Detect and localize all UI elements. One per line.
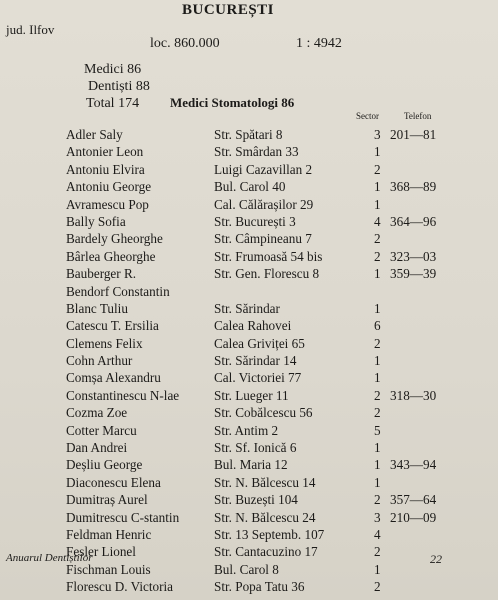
entry-address: Luigi Cazavillan 2 bbox=[214, 161, 313, 177]
entry-address: Str. 13 Septemb. 107 bbox=[214, 526, 325, 542]
entry-name: Fesler Lionel bbox=[66, 544, 136, 560]
entry-address: Str. Spătari 8 bbox=[214, 127, 283, 142]
entry-address: Str. Antim 2 bbox=[214, 422, 279, 438]
district-label: jud. Ilfov bbox=[6, 22, 55, 37]
list-item bbox=[0, 143, 498, 160]
entry-name: Dumitraș Aurel bbox=[66, 492, 148, 508]
entry-address: Str. N. Bălcescu 14 bbox=[214, 474, 316, 490]
list-item bbox=[0, 230, 498, 247]
entry-name: Catescu T. Ersilia bbox=[66, 318, 159, 334]
entry-sector: 2 bbox=[374, 387, 381, 403]
entry-sector: 1 bbox=[374, 300, 381, 316]
entry-address: Str. Popa Tatu 36 bbox=[214, 579, 305, 595]
entry-sector: 2 bbox=[374, 579, 381, 595]
list-item bbox=[0, 422, 498, 439]
entry-name: Blanc Tuliu bbox=[66, 300, 128, 316]
list-item bbox=[0, 509, 498, 526]
entry-address: Str. Câmpineanu 7 bbox=[214, 231, 312, 247]
list-item bbox=[0, 578, 498, 595]
entry-sector: 2 bbox=[374, 231, 381, 247]
list-item bbox=[0, 439, 498, 456]
entry-sector: 4 bbox=[374, 526, 381, 542]
entry-sector: 2 bbox=[374, 248, 381, 264]
entry-sector: 1 bbox=[374, 440, 381, 456]
specialty-heading: Medici Stomatologi 86 bbox=[170, 95, 295, 110]
entry-phone: 201—81 bbox=[390, 127, 437, 142]
entry-sector: 1 bbox=[374, 196, 381, 212]
entry-name: Dumitrescu C-stantin bbox=[66, 509, 180, 525]
list-item bbox=[0, 300, 498, 317]
entry-sector: 1 bbox=[374, 474, 381, 490]
list-item bbox=[0, 265, 498, 282]
entry-address: Cal. Victoriei 77 bbox=[214, 370, 302, 386]
entry-sector: 3 bbox=[374, 509, 381, 525]
list-item bbox=[0, 474, 498, 491]
entry-address: Str. Cantacuzino 17 bbox=[214, 544, 318, 560]
list-item bbox=[0, 352, 498, 369]
entry-sector: 1 bbox=[374, 353, 381, 369]
entry-phone: 323—03 bbox=[390, 248, 437, 264]
entry-name: Avramescu Pop bbox=[66, 196, 149, 212]
entry-sector: 1 bbox=[374, 266, 381, 282]
list-item bbox=[0, 213, 498, 230]
entry-address: Bul. Carol 8 bbox=[214, 561, 279, 577]
entry-sector: 6 bbox=[374, 318, 381, 334]
entry-address: Bul. Carol 40 bbox=[214, 179, 286, 195]
entry-name: Comșa Alexandru bbox=[66, 370, 161, 386]
list-item bbox=[0, 161, 498, 178]
entry-name: Deșliu George bbox=[66, 457, 143, 473]
entry-name: Constantinescu N-lae bbox=[66, 387, 180, 403]
entry-phone: 368—89 bbox=[390, 179, 437, 195]
entry-sector: 3 bbox=[374, 127, 381, 142]
entry-address: Str. Cobălcescu 56 bbox=[214, 405, 313, 421]
entry-name: Florescu D. Victoria bbox=[66, 579, 174, 595]
entry-sector: 2 bbox=[374, 544, 381, 560]
entry-sector: 2 bbox=[374, 161, 381, 177]
list-item bbox=[0, 126, 498, 143]
list-item bbox=[0, 456, 498, 473]
entry-sector: 2 bbox=[374, 335, 381, 351]
entry-address: Str. Sărindar bbox=[214, 300, 280, 316]
list-item bbox=[0, 404, 498, 421]
entry-sector: 1 bbox=[374, 561, 381, 577]
entry-phone: 343—94 bbox=[390, 457, 437, 473]
total-count: Total 174 bbox=[86, 96, 140, 111]
entry-address: Calea Griviței 65 bbox=[214, 335, 305, 351]
entry-phone: 359—39 bbox=[390, 266, 437, 282]
population-label: loc. 860.000 bbox=[150, 36, 220, 51]
dentist-list bbox=[0, 126, 498, 596]
entry-phone: 357—64 bbox=[390, 492, 437, 508]
list-item bbox=[0, 317, 498, 334]
entry-address: Calea Rahovei bbox=[214, 318, 292, 334]
entry-address: Str. București 3 bbox=[214, 213, 296, 229]
phone-column-header: Telefon bbox=[404, 111, 432, 121]
entry-address: Str. N. Bălcescu 24 bbox=[214, 509, 316, 525]
list-item bbox=[0, 387, 498, 404]
list-item bbox=[0, 526, 498, 543]
entry-address: Str. Frumoasă 54 bis bbox=[214, 248, 323, 264]
entry-phone: 364—96 bbox=[390, 213, 437, 229]
entry-name: Bardely Gheorghe bbox=[66, 231, 163, 247]
entry-name: Bally Sofia bbox=[66, 213, 126, 229]
entry-name: Bauberger R. bbox=[66, 266, 137, 282]
entry-name: Feldman Henric bbox=[66, 526, 152, 542]
footer-title: Anuarul Dentiștilor bbox=[6, 552, 93, 564]
entry-name: Bârlea Gheorghe bbox=[66, 248, 156, 264]
entry-address: Str. Buzești 104 bbox=[214, 492, 298, 508]
entry-sector: 1 bbox=[374, 457, 381, 473]
entry-name: Antoniu Elvira bbox=[66, 161, 145, 177]
entry-sector: 1 bbox=[374, 179, 381, 195]
list-item bbox=[0, 283, 498, 300]
entry-address: Str. Sf. Ionică 6 bbox=[214, 440, 297, 456]
list-item bbox=[0, 178, 498, 195]
entry-address: Str. Lueger 11 bbox=[214, 387, 289, 403]
entry-address: Str. Smârdan 33 bbox=[214, 144, 299, 160]
entry-name: Dan Andrei bbox=[66, 440, 128, 456]
list-item bbox=[0, 491, 498, 508]
entry-address: Str. Sărindar 14 bbox=[214, 353, 297, 369]
entry-sector: 4 bbox=[374, 213, 381, 229]
entry-name: Clemens Felix bbox=[66, 335, 143, 351]
entry-sector: 5 bbox=[374, 422, 381, 438]
medici-count: Medici 86 bbox=[84, 62, 142, 77]
list-item bbox=[0, 369, 498, 386]
dentisti-count: Dentiști 88 bbox=[88, 79, 150, 94]
entry-name: Diaconescu Elena bbox=[66, 474, 161, 490]
entry-address: Bul. Maria 12 bbox=[214, 457, 288, 473]
ratio-label: 1 : 4942 bbox=[296, 36, 342, 51]
entry-name: Bendorf Constantin bbox=[66, 283, 170, 299]
list-item bbox=[0, 196, 498, 213]
entry-name: Antoniu George bbox=[66, 179, 152, 195]
entry-sector: 2 bbox=[374, 492, 381, 508]
entry-name: Fischman Louis bbox=[66, 561, 151, 577]
list-item bbox=[0, 335, 498, 352]
entry-name: Cozma Zoe bbox=[66, 405, 128, 421]
entry-address: Cal. Călărașilor 29 bbox=[214, 196, 314, 212]
page-number: 22 bbox=[430, 552, 442, 566]
entry-phone: 210—09 bbox=[390, 509, 437, 525]
list-item bbox=[0, 248, 498, 265]
sector-column-header: Sector bbox=[356, 111, 379, 121]
entry-sector: 1 bbox=[374, 370, 381, 386]
entry-name: Adler Saly bbox=[66, 127, 123, 142]
entry-phone: 318—30 bbox=[390, 387, 437, 403]
page-title: BUCUREȘTI bbox=[182, 2, 275, 18]
entry-sector: 2 bbox=[374, 405, 381, 421]
entry-name: Antonier Leon bbox=[66, 144, 144, 160]
entry-name: Cotter Marcu bbox=[66, 422, 137, 438]
entry-sector: 1 bbox=[374, 144, 381, 160]
entry-name: Cohn Arthur bbox=[66, 353, 133, 369]
entry-address: Str. Gen. Florescu 8 bbox=[214, 266, 320, 282]
